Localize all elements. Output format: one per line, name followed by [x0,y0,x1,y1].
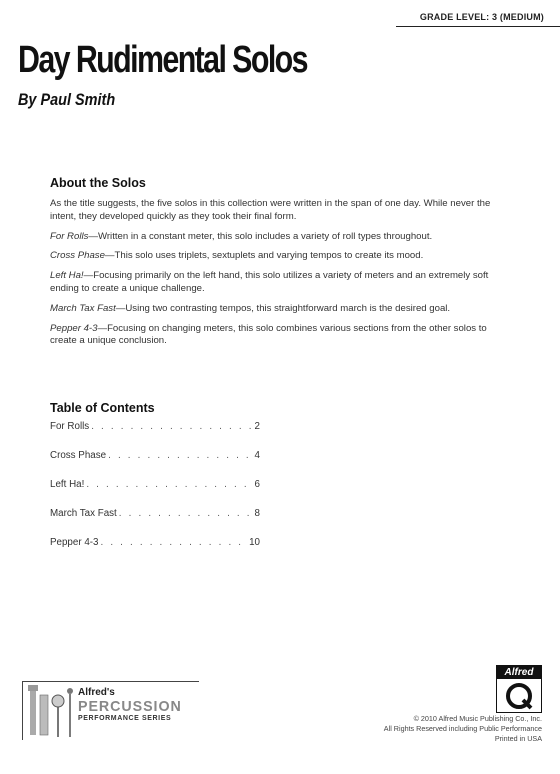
toc-entry-page: 8 [254,508,260,519]
toc-entry[interactable] [50,450,260,479]
about-heading: About the Solos [50,176,146,190]
byline: By Paul Smith [18,90,116,109]
alfred-publisher-logo [496,665,542,713]
copyright-line: © 2010 Alfred Music Publishing Co., Inc. [413,714,542,723]
toc-entry-title: Pepper 4-3 [50,537,99,548]
toc-entry[interactable] [50,537,260,566]
solo-description [50,323,510,349]
logo-text-series: PERFORMANCE SERIES [78,715,172,722]
page-title: Day Rudimental Solos [18,39,307,81]
percussion-series-logo [22,681,198,739]
toc-entry-page: 2 [254,421,260,432]
grade-level: GRADE LEVEL: 3 (MEDIUM) [419,12,544,22]
solo-desc: —Using two contrasting tempos, this straightforward march is the desired goal. [115,302,451,314]
table-of-contents [50,401,260,566]
toc-leader-dots [91,421,252,432]
solo-name: Cross Phase [50,250,105,262]
logo-text-percussion: PERCUSSION [78,698,182,715]
solo-name: March Tax Fast [50,302,116,314]
solo-name: Left Ha! [50,270,84,282]
toc-entry[interactable] [50,421,260,450]
solo-desc: —Focusing primarily on the left hand, this solo utilizes a variety of meters and an extremely soft ending to create a unique challenge. [50,270,489,294]
about-section [50,176,510,355]
toc-entry-page: 4 [254,450,260,461]
toc-entry[interactable] [50,479,260,508]
toc-entry-title: Cross Phase [50,450,107,461]
percussion-instruments-icon [26,681,80,739]
alfred-mark-icon [497,680,541,712]
solo-description [50,250,510,263]
solo-description [50,231,510,244]
toc-entry-page: 6 [254,479,260,490]
solo-name: Pepper 4-3 [50,322,98,334]
logo-text-alfreds: Alfred's [78,687,115,698]
copyright-notice [384,714,542,744]
rights-line: All Rights Reserved including Public Performance [383,724,542,733]
printed-line: Printed in USA [494,734,542,743]
toc-leader-dots [86,479,252,490]
header-rule [396,26,560,27]
toc-leader-dots [108,450,252,461]
solo-description [50,270,510,296]
toc-entry-page: 10 [249,537,260,548]
toc-entry-title: March Tax Fast [50,508,117,519]
solo-name: For Rolls [50,230,89,242]
solo-desc: —Written in a constant meter, this solo includes a variety of roll types throughout. [88,230,433,242]
toc-entry-title: For Rolls [50,421,90,432]
toc-entry[interactable] [50,508,260,537]
solo-desc: —Focusing on changing meters, this solo combines various sections from the other solos to create a unique conclusion. [50,322,487,347]
toc-leader-dots [119,508,253,519]
about-intro: As the title suggests, the five solos in this collection were written in the span of one day. While never the intent, they developed quickly as they took their final form. [50,198,491,222]
toc-heading: Table of Contents [50,401,155,415]
toc-leader-dots [100,537,247,548]
alfred-logo-name: Alfred [497,666,541,679]
toc-entry-title: Left Ha! [50,479,85,490]
solo-desc: —This solo uses triplets, sextuplets and varying tempos to create its mood. [104,250,424,262]
solo-description [50,303,510,316]
